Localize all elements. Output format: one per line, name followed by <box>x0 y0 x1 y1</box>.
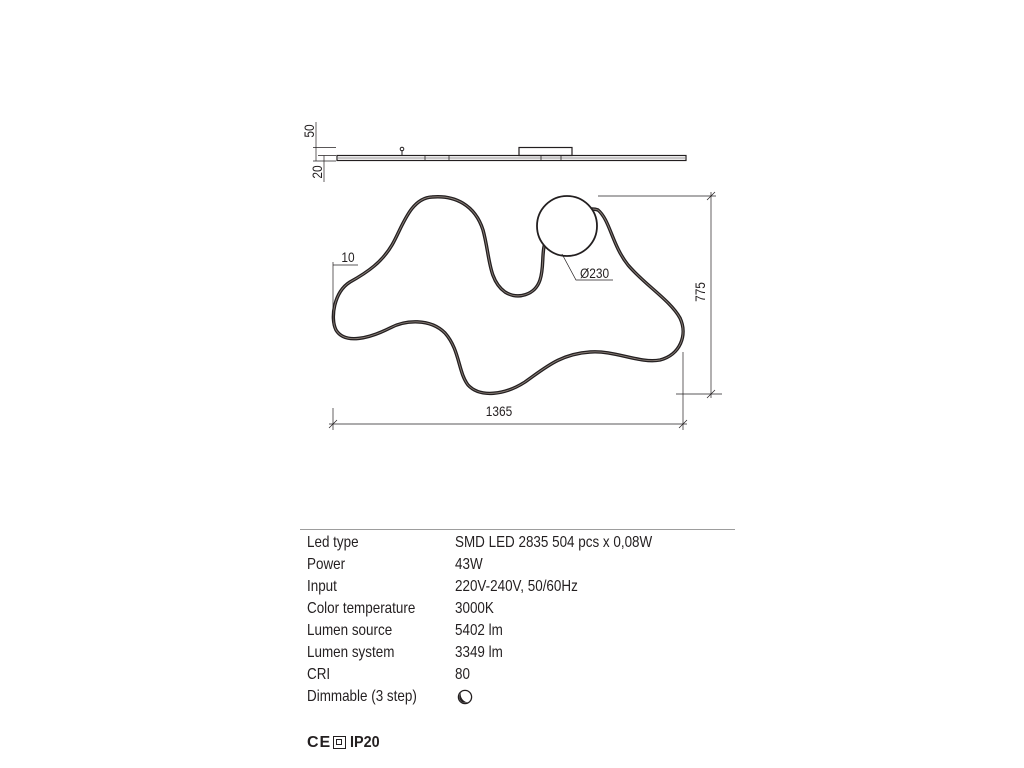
lamp-outline <box>333 197 683 394</box>
spec-label <box>307 554 352 576</box>
spec-value-text: 5402 lm <box>455 622 503 639</box>
spec-value <box>455 620 512 642</box>
certification-marks <box>307 733 427 753</box>
dim-label-height: 775 <box>691 282 709 302</box>
tube-width-dimension <box>333 262 358 323</box>
spec-label-text: Input <box>307 578 337 595</box>
spec-label-text: Color temperature <box>307 600 416 617</box>
spec-row-cri <box>307 664 737 686</box>
spec-value-text: 3000K <box>455 600 494 617</box>
spec-value-text: 3349 lm <box>455 644 503 661</box>
spec-value <box>455 532 690 554</box>
spec-row-lumen-source <box>307 620 737 642</box>
side-canopy <box>519 148 572 156</box>
spec-value-text: 80 <box>455 666 470 683</box>
dimmable-icon <box>457 689 473 705</box>
spec-label <box>307 642 411 664</box>
spec-label-text: Led type <box>307 534 359 551</box>
ce-mark: CE <box>307 734 332 751</box>
ip-rating: IP20 <box>350 734 380 751</box>
spec-row-input <box>307 576 737 598</box>
spec-label <box>307 664 335 686</box>
spec-value-text: SMD LED 2835 504 pcs x 0,08W <box>455 534 653 551</box>
class-ii-icon <box>333 736 346 749</box>
dim-label-canopy-diameter: Ø230 <box>580 265 610 282</box>
spec-value <box>455 642 512 664</box>
spec-label <box>307 686 438 708</box>
dim-label-height-total: 50 <box>300 124 318 138</box>
spec-label-text: Lumen system <box>307 644 395 661</box>
class-ii-inner-square <box>336 739 342 745</box>
spec-label-text: Power <box>307 556 346 573</box>
spec-value-text: 220V-240V, 50/60Hz <box>455 578 578 595</box>
dim-label-width: 1365 <box>485 403 513 420</box>
spec-row-dimmable <box>307 686 737 708</box>
spec-value <box>455 554 488 576</box>
spec-row-lumen-system <box>307 642 737 664</box>
canopy-circle <box>537 196 597 256</box>
spec-label <box>307 620 408 642</box>
spec-label-text: Dimmable (3 step) <box>307 688 417 705</box>
dim-label-tube-width: 10 <box>341 249 355 266</box>
spec-row-power <box>307 554 737 576</box>
dim-label-profile-height: 20 <box>308 165 326 179</box>
spec-label <box>307 532 368 554</box>
spec-value-text: 43W <box>455 556 483 573</box>
spec-label-text: Lumen source <box>307 622 393 639</box>
spec-row-led-type <box>307 532 737 554</box>
spec-label-text: CRI <box>307 666 331 683</box>
spec-value <box>455 576 601 598</box>
spec-label <box>307 576 343 598</box>
spec-value <box>455 598 501 620</box>
spec-value <box>455 664 473 686</box>
side-view <box>337 147 686 160</box>
spec-row-color-temperature <box>307 598 737 620</box>
spec-label <box>307 598 436 620</box>
spec-divider <box>300 529 735 530</box>
